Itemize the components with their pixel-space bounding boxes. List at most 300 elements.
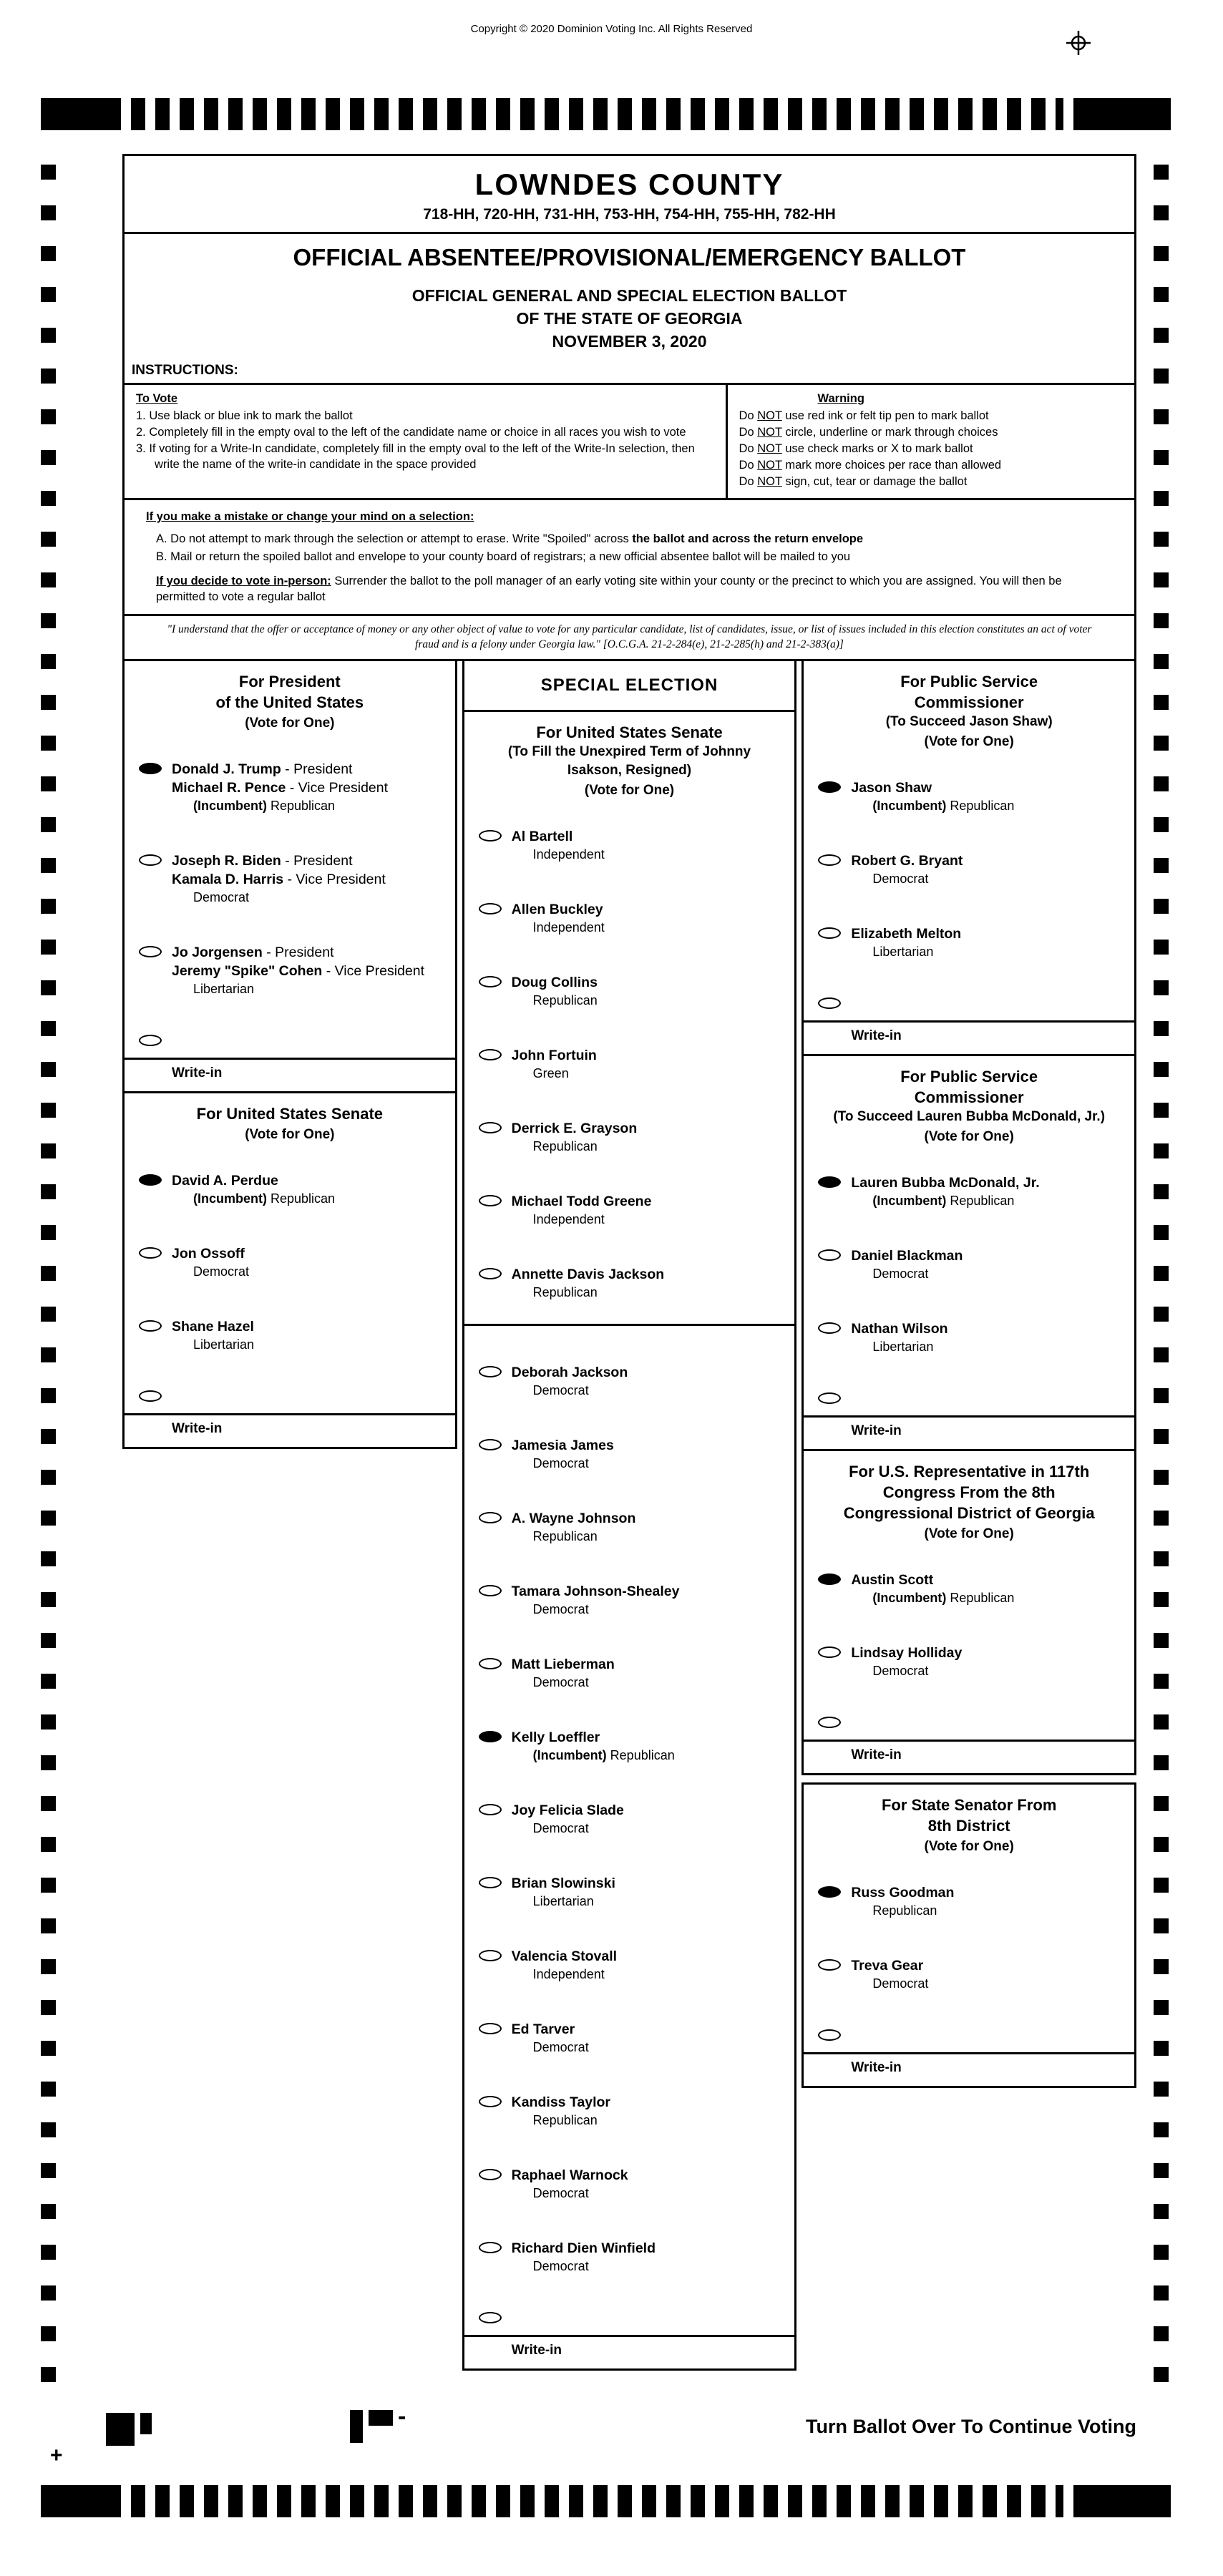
candidate-name: Doug Collins (511, 975, 598, 990)
contest-subtitle-line: (To Succeed Lauren Bubba McDonald, Jr.) (833, 1109, 1106, 1124)
write-in-label: Write-in (804, 1740, 1134, 1772)
contest-subtitle-line: (To Succeed Jason Shaw) (885, 714, 1053, 729)
candidate-text (512, 1192, 652, 1228)
warning-instruction: Do NOT mark more choices per race than allowed (739, 459, 1002, 472)
warning-instruction: Do NOT use check marks or X to mark ballot (739, 442, 973, 455)
candidate-option[interactable] (464, 827, 795, 863)
candidate-party: (Incumbent) Republican (532, 1748, 675, 1762)
candidate-party: Republican (532, 1285, 598, 1299)
ballot-type-title: OFFICIAL ABSENTEE/PROVISIONAL/EMERGENCY BALLOT (293, 244, 966, 270)
candidate-text (512, 1801, 624, 1837)
vote-for-instruction: (Vote for One) (924, 734, 1014, 749)
candidate-option[interactable] (464, 1046, 795, 1082)
contest-title-line: Commissioner (914, 1088, 1024, 1106)
candidate-party: Democrat (532, 1456, 589, 1470)
candidate-party: Democrat (193, 890, 250, 904)
candidate-option[interactable] (804, 779, 1134, 814)
candidate-party: Democrat (532, 1821, 589, 1835)
candidate-party: (Incumbent) Republican (872, 1194, 1015, 1208)
candidate-name: Valencia Stovall (511, 1948, 618, 1964)
candidate-option[interactable] (125, 943, 455, 997)
candidate-party: Green (532, 1066, 569, 1080)
candidate-option[interactable] (464, 1947, 795, 1983)
timing-block-right (1073, 98, 1171, 130)
candidate-option[interactable] (464, 1436, 795, 1472)
in-person-label: If you decide to vote in-person: (156, 575, 331, 587)
candidate-party: Democrat (532, 2040, 589, 2054)
contest-header (464, 712, 795, 804)
candidate-name: Lauren Bubba McDonald, Jr. (851, 1175, 1040, 1191)
ballot-oval-filled[interactable] (818, 1574, 841, 1585)
contest-psc-shaw (801, 659, 1136, 1056)
candidate-option[interactable] (804, 1644, 1134, 1679)
election-title-line1: OFFICIAL GENERAL AND SPECIAL ELECTION BALLOT (411, 286, 847, 305)
candidate-name: Deborah Jackson (511, 1365, 628, 1380)
candidate-option[interactable] (125, 760, 455, 814)
contest-title-line: For State Senator From (881, 1796, 1057, 1814)
mistake-item-b: B. Mail or return the spoiled ballot and envelope to your county board of registrars; a new official absentee ballot will be mailed to you (156, 550, 851, 563)
candidate-name: Elizabeth Melton (851, 926, 962, 942)
registration-mark (140, 2413, 152, 2434)
candidate-option[interactable] (804, 1571, 1134, 1606)
write-in-option[interactable] (804, 995, 1134, 1009)
contest-us-senate (122, 1091, 457, 1449)
write-in-label: Write-in (464, 2335, 795, 2367)
candidate-text (851, 1174, 1039, 1209)
ballot-oval-filled[interactable] (818, 1886, 841, 1898)
ballot-oval[interactable] (139, 1320, 162, 1332)
registration-mark (106, 2413, 135, 2446)
ballot-oval[interactable] (818, 1646, 841, 1658)
candidate-party: Democrat (532, 2186, 589, 2200)
candidate-text (512, 1728, 675, 1764)
candidate-option[interactable] (464, 2239, 795, 2275)
candidate-party: Democrat (872, 872, 929, 886)
candidate-name: Richard Dien Winfield (511, 2240, 656, 2256)
vote-for-instruction: (Vote for One) (924, 1129, 1014, 1144)
candidate-party: Democrat (872, 1664, 929, 1678)
contest-title-line: For United States Senate (196, 1105, 384, 1123)
write-in-option[interactable] (125, 1032, 455, 1046)
candidate-text (851, 1571, 1014, 1606)
ballot-column-2 (462, 659, 797, 2371)
plus-registration-mark: + (50, 2444, 63, 2467)
timing-block-left (41, 98, 121, 130)
ballot-oval[interactable] (139, 1035, 162, 1046)
ballot-content (122, 154, 1136, 2371)
candidate-text (512, 1119, 638, 1155)
candidate-option[interactable] (804, 1246, 1134, 1282)
ballot-header (122, 154, 1136, 661)
candidate-option[interactable] (804, 852, 1134, 887)
contest-section-divider (464, 1324, 795, 1326)
candidate-party: Libertarian (193, 1337, 255, 1352)
candidate-party: Independent (532, 920, 605, 935)
candidate-name: Jamesia James (511, 1438, 614, 1453)
ballot-oval-filled[interactable] (139, 1174, 162, 1186)
candidate-name: Allen Buckley (511, 902, 603, 917)
candidate-text (851, 1883, 954, 1919)
candidate-party: Republican (532, 1139, 598, 1153)
candidate-option[interactable] (464, 1265, 795, 1301)
candidate-text (851, 779, 1014, 814)
candidate-text (172, 1317, 254, 1353)
mistake-instructions (125, 500, 1134, 614)
candidate-name: Lindsay Holliday (851, 1645, 963, 1661)
candidate-text (512, 2166, 628, 2202)
candidate-name: Kandiss Taylor (511, 2094, 611, 2110)
candidate-party: Democrat (193, 1264, 250, 1279)
candidate-text (512, 1363, 628, 1399)
candidate-text (512, 1582, 680, 1618)
ballot-oval[interactable] (479, 1585, 502, 1596)
ballot-oval[interactable] (479, 976, 502, 987)
candidate-party: Democrat (532, 1602, 589, 1616)
contest-president (122, 659, 457, 1093)
candidate-party: Libertarian (532, 1894, 594, 1908)
candidate-text (851, 852, 963, 887)
candidate-text (512, 1947, 617, 1983)
candidate-option[interactable] (804, 1956, 1134, 1992)
instructions-label: INSTRUCTIONS: (132, 363, 238, 378)
candidate-party: Republican (872, 1903, 937, 1918)
candidate-party: Democrat (872, 1976, 929, 1991)
write-in-label: Write-in (804, 1415, 1134, 1448)
candidate-text (512, 973, 598, 1009)
candidate-name: Ed Tarver (511, 2021, 575, 2037)
timing-marks-bottom (41, 2485, 1171, 2517)
ballot-column-3 (801, 659, 1136, 2088)
vote-for-instruction: (Vote for One) (924, 1526, 1014, 1541)
warning-instruction: Do NOT use red ink or felt tip pen to mark ballot (739, 409, 989, 422)
candidate-name: Joseph R. Biden - President (172, 853, 353, 869)
ballot-oval[interactable] (479, 1195, 502, 1206)
timing-marks-left (41, 165, 56, 2390)
candidate-option[interactable] (125, 1171, 455, 1207)
candidate-option[interactable] (464, 900, 795, 936)
candidate-text (512, 1509, 636, 1545)
copyright-notice: Copyright © 2020 Dominion Voting Inc. All Rights Reserved (470, 23, 753, 35)
candidate-text (512, 1874, 615, 1910)
timing-block-left (41, 2485, 121, 2517)
ballot-oval[interactable] (479, 1122, 502, 1133)
candidate-option[interactable] (125, 1317, 455, 1353)
in-person-note (156, 573, 1123, 605)
candidate-party: Libertarian (872, 1340, 934, 1354)
ballot-oval[interactable] (818, 1249, 841, 1261)
candidate-party: Independent (532, 1967, 605, 1981)
ballot-oval-filled[interactable] (818, 781, 841, 793)
ballot-oval[interactable] (479, 2023, 502, 2034)
candidate-name: Kelly Loeffler (511, 1729, 600, 1745)
vote-for-instruction: (Vote for One) (584, 783, 675, 798)
ballot-oval[interactable] (479, 1950, 502, 1961)
precinct-list: 718-HH, 720-HH, 731-HH, 753-HH, 754-HH, 755-HH, 782-HH (423, 206, 836, 223)
contest-title-line: For President (238, 673, 341, 691)
contest-subtitle-line: Isakson, Resigned) (567, 763, 692, 778)
contest-header (804, 661, 1134, 756)
warning-list (739, 408, 1124, 489)
candidate-name: Tamara Johnson-Shealey (511, 1584, 680, 1599)
candidate-text (512, 827, 605, 863)
ballot-oval[interactable] (479, 1049, 502, 1060)
candidate-option[interactable] (464, 2093, 795, 2129)
to-vote-box (125, 385, 726, 498)
candidate-option[interactable] (464, 2166, 795, 2202)
candidate-name: Matt Lieberman (511, 1657, 615, 1672)
write-in-label: Write-in (804, 2052, 1134, 2084)
felony-notice: "I understand that the offer or acceptance of money or any other object of value to vote for any particular candidate, list of candidates, issue, or list of issues included in this election constitutes an act of voter fraud and is a felony under Georgia law." [O.C.G.A. 21-2-284(e), 21-2-285(h) and 21-2-383(a)] (125, 614, 1134, 659)
mistake-item-a (156, 531, 1123, 547)
contest-title-line: For U.S. Representative in 117th (849, 1463, 1090, 1480)
candidate-name: Kamala D. Harris - Vice President (172, 872, 386, 887)
candidate-text (512, 2239, 656, 2275)
ballot-oval[interactable] (818, 2029, 841, 2041)
ballot-oval[interactable] (139, 1247, 162, 1259)
ballot-oval[interactable] (818, 1717, 841, 1728)
warning-instruction: Do NOT sign, cut, tear or damage the ballot (739, 475, 968, 488)
write-in-label: Write-in (125, 1413, 455, 1445)
candidate-option[interactable] (464, 1119, 795, 1155)
contest-us-senate-special (462, 710, 797, 2371)
candidate-party: Democrat (532, 1675, 589, 1689)
ballot-oval[interactable] (818, 1322, 841, 1334)
to-vote-instruction: 3. If voting for a Write-In candidate, completely fill in the empty oval to the left of the Write-In selection, then write the name of the write-in candidate in the space provided (136, 442, 695, 471)
candidate-name: A. Wayne Johnson (511, 1511, 636, 1526)
registration-mark (369, 2410, 393, 2426)
candidate-name: Brian Slowinski (511, 1875, 615, 1891)
candidate-party: Democrat (872, 1267, 929, 1281)
candidate-name: Russ Goodman (851, 1885, 955, 1901)
ballot-oval[interactable] (479, 1366, 502, 1377)
contest-header (804, 1785, 1134, 1860)
candidate-name: Donald J. Trump - President (172, 761, 353, 777)
candidate-name: Austin Scott (851, 1572, 934, 1588)
candidate-party: Democrat (532, 2259, 589, 2273)
contest-title-line: of the United States (215, 693, 364, 711)
candidate-name: Annette Davis Jackson (511, 1267, 665, 1282)
contest-header (804, 1451, 1134, 1548)
candidate-option[interactable] (804, 1319, 1134, 1355)
write-in-option[interactable] (804, 1714, 1134, 1728)
candidate-name: Joy Felicia Slade (511, 1802, 624, 1818)
warning-box (726, 385, 1134, 498)
contest-header (804, 1056, 1134, 1151)
candidate-option[interactable] (464, 973, 795, 1009)
ballot-oval[interactable] (479, 903, 502, 914)
candidate-party: (Incumbent) Republican (872, 1591, 1015, 1605)
to-vote-title: To Vote (136, 392, 178, 405)
candidate-option[interactable] (464, 1363, 795, 1399)
special-election-title: SPECIAL ELECTION (540, 675, 718, 695)
candidate-name: Michael R. Pence - Vice President (172, 780, 389, 796)
ballot-oval[interactable] (479, 2096, 502, 2107)
candidate-text (512, 1265, 665, 1301)
timing-bars (131, 2485, 1063, 2517)
candidate-text (512, 1655, 615, 1691)
write-in-option[interactable] (464, 2309, 795, 2323)
candidate-option[interactable] (464, 2020, 795, 2056)
contest-title-line: For Public Service (900, 1068, 1038, 1085)
candidate-name: Jeremy "Spike" Cohen - Vice President (172, 963, 425, 979)
contest-columns (122, 659, 1136, 2371)
minus-registration-mark: - (398, 2403, 406, 2430)
ballot-oval[interactable] (479, 1268, 502, 1279)
candidate-party: Republican (532, 993, 598, 1008)
candidate-text (851, 1644, 962, 1679)
candidate-text (172, 852, 386, 906)
ballot-oval[interactable] (818, 1959, 841, 1971)
candidate-name: Raphael Warnock (511, 2167, 628, 2183)
vote-for-instruction: (Vote for One) (924, 1839, 1014, 1854)
contest-header (125, 661, 455, 737)
ballot-oval[interactable] (479, 2169, 502, 2180)
contest-state-senator-8th (801, 1782, 1136, 2088)
candidate-option[interactable] (464, 1509, 795, 1545)
registration-crosshair-icon (1063, 27, 1094, 59)
candidate-party: Libertarian (193, 982, 255, 996)
in-person-text: Surrender the ballot to the poll manager of an early voting site within your county or the precinct to which you are assigned. You will then be permitted to vote a regular ballot (156, 575, 1062, 603)
ballot-oval-filled[interactable] (139, 763, 162, 774)
candidate-text (512, 1046, 597, 1082)
candidate-name: Jon Ossoff (172, 1246, 245, 1262)
contest-psc-mcdonald (801, 1054, 1136, 1451)
timing-bars (131, 98, 1063, 130)
ballot-oval[interactable] (818, 927, 841, 939)
candidate-text (851, 1246, 963, 1282)
mistake-item-a-emphasis: the ballot and across the return envelope (632, 532, 864, 545)
candidate-name: Michael Todd Greene (511, 1194, 652, 1209)
candidate-option[interactable] (804, 924, 1134, 960)
timing-marks-right (1154, 165, 1169, 2390)
contest-us-rep-8th (801, 1449, 1136, 1775)
write-in-option[interactable] (804, 1390, 1134, 1404)
contest-title-line: 8th District (927, 1817, 1010, 1835)
contest-header (125, 1093, 455, 1148)
ballot-oval-filled[interactable] (818, 1176, 841, 1188)
ballot-oval[interactable] (139, 854, 162, 866)
candidate-name: John Fortuin (511, 1048, 597, 1063)
timing-marks-top (41, 98, 1171, 130)
candidate-party: (Incumbent) Republican (193, 799, 336, 813)
candidate-text (172, 943, 424, 997)
candidate-party: Independent (532, 1212, 605, 1226)
candidate-name: Derrick E. Grayson (511, 1121, 638, 1136)
contest-title-line: Commissioner (914, 693, 1024, 711)
candidate-text (172, 1171, 335, 1207)
write-in-label: Write-in (804, 1020, 1134, 1053)
ballot-oval[interactable] (818, 997, 841, 1009)
ballot-oval[interactable] (139, 946, 162, 957)
candidate-party: Republican (532, 1529, 598, 1543)
candidate-option[interactable] (464, 1801, 795, 1837)
turn-ballot-over-text: Turn Ballot Over To Continue Voting (806, 2416, 1136, 2437)
candidate-text (172, 1244, 249, 1280)
write-in-option[interactable] (804, 2026, 1134, 2041)
candidate-option[interactable] (125, 852, 455, 906)
contest-title-line: Congress From the 8th (882, 1483, 1056, 1501)
candidate-text (172, 760, 388, 814)
mistake-item-a-text: A. Do not attempt to mark through the selection or attempt to erase. Write "Spoiled" across (156, 532, 633, 545)
ballot-oval[interactable] (479, 1658, 502, 1669)
candidate-option[interactable] (464, 1655, 795, 1691)
ballot-oval[interactable] (479, 2312, 502, 2323)
ballot-oval[interactable] (479, 2242, 502, 2253)
candidate-name: Treva Gear (851, 1958, 924, 1974)
ballot-oval[interactable] (479, 1439, 502, 1450)
election-title-line2: OF THE STATE OF GEORGIA (516, 309, 743, 328)
candidate-name: Jason Shaw (851, 780, 932, 796)
candidate-name: Al Bartell (511, 829, 573, 844)
vote-for-instruction: (Vote for One) (245, 716, 335, 731)
to-vote-list (136, 408, 716, 472)
candidate-option[interactable] (804, 1174, 1134, 1209)
to-vote-instruction: 1. Use black or blue ink to mark the ballot (136, 409, 353, 422)
vote-for-instruction: (Vote for One) (245, 1127, 335, 1142)
candidate-text (851, 1319, 947, 1355)
contest-title-line: Congressional District of Georgia (843, 1504, 1095, 1522)
candidate-name: Daniel Blackman (851, 1248, 963, 1264)
candidate-option[interactable] (804, 1883, 1134, 1919)
candidate-party: Libertarian (872, 945, 934, 959)
mistake-heading: If you make a mistake or change your mind on a selection: (146, 510, 474, 523)
candidate-name: David A. Perdue (172, 1173, 278, 1189)
ballot-oval[interactable] (818, 1392, 841, 1404)
candidate-text (512, 2020, 589, 2056)
ballot-oval[interactable] (479, 1877, 502, 1888)
to-vote-instruction: 2. Completely fill in the empty oval to the left of the candidate name or choice in all races you wish to vote (136, 426, 686, 439)
warning-title: Warning (817, 392, 864, 405)
candidate-text (851, 924, 961, 960)
write-in-option[interactable] (125, 1387, 455, 1402)
ballot-oval[interactable] (479, 830, 502, 841)
candidate-text (512, 1436, 614, 1472)
timing-block-right (1073, 2485, 1171, 2517)
ballot-oval[interactable] (818, 854, 841, 866)
candidate-option[interactable] (464, 1728, 795, 1764)
candidate-name: Nathan Wilson (851, 1321, 948, 1337)
candidate-party: (Incumbent) Republican (872, 799, 1015, 813)
contest-title-line: For United States Senate (536, 723, 723, 741)
county-name: LOWNDES COUNTY (474, 167, 784, 201)
contest-title-line: For Public Service (900, 673, 1038, 691)
candidate-party: (Incumbent) Republican (193, 1191, 336, 1206)
candidate-text (512, 2093, 610, 2129)
election-date: NOVEMBER 3, 2020 (552, 332, 707, 351)
ballot-oval-filled[interactable] (479, 1731, 502, 1742)
candidate-text (851, 1956, 928, 1992)
ballot-column-1 (122, 659, 457, 1449)
candidate-option[interactable] (464, 1874, 795, 1910)
candidate-name: Robert G. Bryant (851, 853, 963, 869)
candidate-name: Shane Hazel (172, 1319, 254, 1335)
ballot-oval[interactable] (479, 1804, 502, 1815)
ballot-oval[interactable] (139, 1390, 162, 1402)
contest-subtitle-line: (To Fill the Unexpired Term of Johnny (507, 744, 751, 759)
candidate-party: Democrat (532, 1383, 589, 1397)
candidate-option[interactable] (125, 1244, 455, 1280)
instructions-boxes (125, 383, 1134, 500)
candidate-text (512, 900, 605, 936)
candidate-name: Jo Jorgensen - President (172, 945, 334, 960)
candidate-party: Republican (532, 2113, 598, 2127)
registration-mark (350, 2410, 363, 2443)
candidate-option[interactable] (464, 1582, 795, 1618)
warning-instruction: Do NOT circle, underline or mark through choices (739, 426, 998, 439)
candidate-option[interactable] (464, 1192, 795, 1228)
candidate-party: Independent (532, 847, 605, 862)
ballot-oval[interactable] (479, 1512, 502, 1523)
